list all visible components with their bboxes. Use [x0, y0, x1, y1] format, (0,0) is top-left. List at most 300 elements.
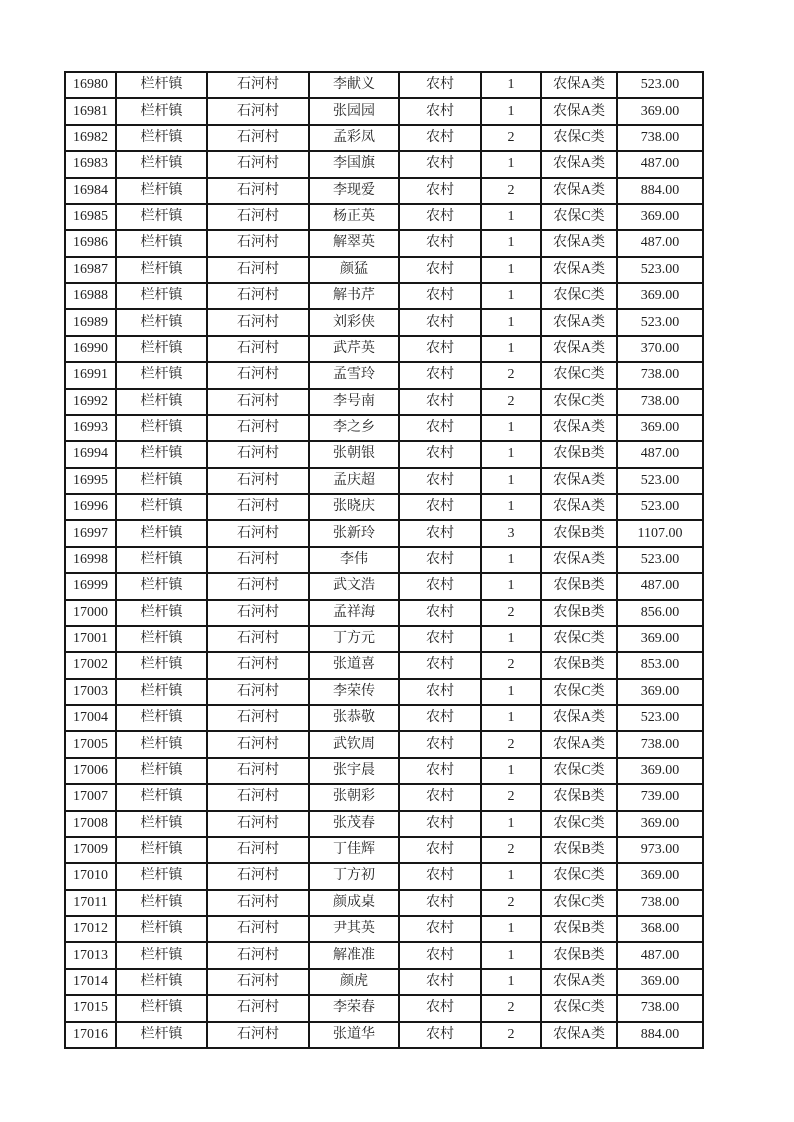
table-cell: 石河村 [207, 230, 309, 256]
table-cell: 栏杆镇 [116, 72, 207, 98]
table-cell: 栏杆镇 [116, 151, 207, 177]
table-cell: 丁方元 [309, 626, 399, 652]
table-cell: 解翠英 [309, 230, 399, 256]
table-cell: 1107.00 [617, 520, 703, 546]
table-cell: 523.00 [617, 705, 703, 731]
table-cell: 369.00 [617, 204, 703, 230]
table-cell: 17001 [65, 626, 116, 652]
table-cell: 农村 [399, 151, 481, 177]
table-cell: 农村 [399, 309, 481, 335]
table-cell: 农保C类 [541, 890, 617, 916]
table-cell: 487.00 [617, 441, 703, 467]
table-cell: 1 [481, 942, 541, 968]
table-cell: 农村 [399, 600, 481, 626]
table-cell: 石河村 [207, 758, 309, 784]
table-cell: 石河村 [207, 415, 309, 441]
table-cell: 农村 [399, 705, 481, 731]
table-cell: 16983 [65, 151, 116, 177]
table-cell: 2 [481, 125, 541, 151]
table-cell: 884.00 [617, 1022, 703, 1049]
table-cell: 农保A类 [541, 494, 617, 520]
table-cell: 17000 [65, 600, 116, 626]
table-cell: 石河村 [207, 441, 309, 467]
table-cell: 栏杆镇 [116, 336, 207, 362]
table-cell: 栏杆镇 [116, 626, 207, 652]
table-cell: 栏杆镇 [116, 257, 207, 283]
table-cell: 栏杆镇 [116, 520, 207, 546]
table-cell: 1 [481, 415, 541, 441]
table-cell: 石河村 [207, 626, 309, 652]
table-cell: 栏杆镇 [116, 204, 207, 230]
table-cell: 石河村 [207, 547, 309, 573]
table-cell: 石河村 [207, 1022, 309, 1049]
table-cell: 栏杆镇 [116, 283, 207, 309]
table-cell: 石河村 [207, 811, 309, 837]
table-cell: 369.00 [617, 283, 703, 309]
table-cell: 石河村 [207, 969, 309, 995]
table-cell: 农保C类 [541, 811, 617, 837]
table-cell: 1 [481, 230, 541, 256]
table-cell: 523.00 [617, 257, 703, 283]
table-cell: 张晓庆 [309, 494, 399, 520]
table-row [65, 309, 703, 335]
table-cell: 17002 [65, 652, 116, 678]
table-cell: 17016 [65, 1022, 116, 1049]
table-cell: 738.00 [617, 362, 703, 388]
table-cell: 523.00 [617, 72, 703, 98]
table-cell: 2 [481, 890, 541, 916]
records-table-body [65, 72, 703, 1048]
table-cell: 武文浩 [309, 573, 399, 599]
table-row [65, 178, 703, 204]
table-cell: 1 [481, 257, 541, 283]
table-cell: 农保A类 [541, 72, 617, 98]
table-cell: 369.00 [617, 415, 703, 441]
table-cell: 石河村 [207, 178, 309, 204]
table-cell: 石河村 [207, 494, 309, 520]
table-cell: 487.00 [617, 573, 703, 599]
table-cell: 16980 [65, 72, 116, 98]
table-cell: 解准准 [309, 942, 399, 968]
table-cell: 农村 [399, 336, 481, 362]
records-table [64, 71, 704, 1049]
table-cell: 487.00 [617, 151, 703, 177]
table-cell: 1 [481, 98, 541, 124]
table-cell: 农保B类 [541, 916, 617, 942]
table-cell: 孟雪玲 [309, 362, 399, 388]
table-cell: 解书芹 [309, 283, 399, 309]
table-cell: 石河村 [207, 679, 309, 705]
table-cell: 李国旗 [309, 151, 399, 177]
table-cell: 李现爱 [309, 178, 399, 204]
table-cell: 栏杆镇 [116, 441, 207, 467]
table-row [65, 652, 703, 678]
table-cell: 石河村 [207, 125, 309, 151]
table-cell: 农村 [399, 230, 481, 256]
table-cell: 石河村 [207, 283, 309, 309]
table-row [65, 72, 703, 98]
table-cell: 石河村 [207, 837, 309, 863]
table-cell: 16998 [65, 547, 116, 573]
table-cell: 973.00 [617, 837, 703, 863]
table-cell: 李献义 [309, 72, 399, 98]
table-row [65, 336, 703, 362]
table-cell: 16996 [65, 494, 116, 520]
table-cell: 农村 [399, 652, 481, 678]
table-cell: 武钦周 [309, 731, 399, 757]
table-cell: 栏杆镇 [116, 890, 207, 916]
table-cell: 农保C类 [541, 389, 617, 415]
table-cell: 尹其英 [309, 916, 399, 942]
table-cell: 张新玲 [309, 520, 399, 546]
table-cell: 农保A类 [541, 969, 617, 995]
table-cell: 农保A类 [541, 178, 617, 204]
table-row [65, 389, 703, 415]
table-cell: 17010 [65, 863, 116, 889]
table-cell: 2 [481, 1022, 541, 1049]
table-cell: 栏杆镇 [116, 98, 207, 124]
table-cell: 1 [481, 626, 541, 652]
table-cell: 农保C类 [541, 283, 617, 309]
table-cell: 农保A类 [541, 705, 617, 731]
table-cell: 523.00 [617, 468, 703, 494]
table-cell: 农保C类 [541, 626, 617, 652]
table-cell: 16985 [65, 204, 116, 230]
table-cell: 石河村 [207, 151, 309, 177]
table-row [65, 125, 703, 151]
table-cell: 孟祥海 [309, 600, 399, 626]
table-cell: 栏杆镇 [116, 995, 207, 1021]
table-cell: 栏杆镇 [116, 758, 207, 784]
table-cell: 丁方初 [309, 863, 399, 889]
table-row [65, 731, 703, 757]
table-cell: 石河村 [207, 600, 309, 626]
table-cell: 16988 [65, 283, 116, 309]
table-cell: 石河村 [207, 573, 309, 599]
table-cell: 16995 [65, 468, 116, 494]
table-row [65, 257, 703, 283]
table-cell: 17008 [65, 811, 116, 837]
table-cell: 3 [481, 520, 541, 546]
table-row [65, 916, 703, 942]
table-cell: 16993 [65, 415, 116, 441]
table-cell: 17015 [65, 995, 116, 1021]
table-cell: 栏杆镇 [116, 230, 207, 256]
table-cell: 农村 [399, 969, 481, 995]
table-cell: 石河村 [207, 204, 309, 230]
table-cell: 1 [481, 679, 541, 705]
table-cell: 369.00 [617, 626, 703, 652]
table-cell: 17009 [65, 837, 116, 863]
table-cell: 884.00 [617, 178, 703, 204]
table-cell: 张恭敬 [309, 705, 399, 731]
table-cell: 栏杆镇 [116, 415, 207, 441]
table-cell: 栏杆镇 [116, 389, 207, 415]
table-cell: 石河村 [207, 389, 309, 415]
table-cell: 农村 [399, 626, 481, 652]
table-cell: 农村 [399, 811, 481, 837]
table-row [65, 811, 703, 837]
table-cell: 石河村 [207, 336, 309, 362]
table-cell: 李荣传 [309, 679, 399, 705]
table-cell: 农保A类 [541, 731, 617, 757]
table-cell: 17003 [65, 679, 116, 705]
table-cell: 农村 [399, 863, 481, 889]
table-cell: 487.00 [617, 942, 703, 968]
table-cell: 农保B类 [541, 441, 617, 467]
table-cell: 16991 [65, 362, 116, 388]
table-cell: 石河村 [207, 652, 309, 678]
table-cell: 农保B类 [541, 652, 617, 678]
table-cell: 栏杆镇 [116, 652, 207, 678]
table-cell: 农保A类 [541, 98, 617, 124]
table-row [65, 520, 703, 546]
table-cell: 农保C类 [541, 758, 617, 784]
table-cell: 农村 [399, 547, 481, 573]
table-row [65, 283, 703, 309]
table-cell: 栏杆镇 [116, 969, 207, 995]
table-cell: 栏杆镇 [116, 494, 207, 520]
table-cell: 李伟 [309, 547, 399, 573]
table-row [65, 969, 703, 995]
table-cell: 栏杆镇 [116, 863, 207, 889]
table-cell: 16987 [65, 257, 116, 283]
table-cell: 16989 [65, 309, 116, 335]
table-row [65, 626, 703, 652]
table-cell: 石河村 [207, 309, 309, 335]
table-cell: 1 [481, 494, 541, 520]
table-cell: 石河村 [207, 731, 309, 757]
table-cell: 2 [481, 731, 541, 757]
table-cell: 1 [481, 863, 541, 889]
table-cell: 1 [481, 705, 541, 731]
table-cell: 1 [481, 336, 541, 362]
table-cell: 农保C类 [541, 125, 617, 151]
table-cell: 石河村 [207, 995, 309, 1021]
table-cell: 农村 [399, 1022, 481, 1049]
table-cell: 16992 [65, 389, 116, 415]
table-cell: 1 [481, 309, 541, 335]
table-cell: 738.00 [617, 890, 703, 916]
table-cell: 栏杆镇 [116, 837, 207, 863]
table-cell: 2 [481, 389, 541, 415]
table-cell: 16994 [65, 441, 116, 467]
table-row [65, 600, 703, 626]
table-cell: 栏杆镇 [116, 573, 207, 599]
table-cell: 农保B类 [541, 600, 617, 626]
table-cell: 张朝彩 [309, 784, 399, 810]
table-row [65, 837, 703, 863]
table-cell: 农保B类 [541, 784, 617, 810]
table-cell: 农村 [399, 389, 481, 415]
table-row [65, 942, 703, 968]
table-cell: 张朝银 [309, 441, 399, 467]
table-cell: 853.00 [617, 652, 703, 678]
table-cell: 2 [481, 600, 541, 626]
table-cell: 石河村 [207, 520, 309, 546]
table-cell: 栏杆镇 [116, 679, 207, 705]
table-cell: 农保B类 [541, 520, 617, 546]
table-cell: 农保C类 [541, 679, 617, 705]
table-cell: 石河村 [207, 863, 309, 889]
table-cell: 栏杆镇 [116, 811, 207, 837]
table-row [65, 863, 703, 889]
table-cell: 张道喜 [309, 652, 399, 678]
table-cell: 17013 [65, 942, 116, 968]
table-row [65, 441, 703, 467]
table-row [65, 468, 703, 494]
table-cell: 368.00 [617, 916, 703, 942]
table-cell: 石河村 [207, 890, 309, 916]
table-cell: 16984 [65, 178, 116, 204]
table-cell: 农村 [399, 758, 481, 784]
table-cell: 1 [481, 283, 541, 309]
table-cell: 369.00 [617, 679, 703, 705]
table-cell: 农村 [399, 573, 481, 599]
table-cell: 农保A类 [541, 257, 617, 283]
table-cell: 栏杆镇 [116, 705, 207, 731]
table-cell: 16999 [65, 573, 116, 599]
table-cell: 农村 [399, 178, 481, 204]
table-cell: 1 [481, 547, 541, 573]
table-cell: 2 [481, 178, 541, 204]
table-cell: 石河村 [207, 257, 309, 283]
table-cell: 栏杆镇 [116, 600, 207, 626]
table-row [65, 494, 703, 520]
table-cell: 369.00 [617, 758, 703, 784]
table-cell: 刘彩侠 [309, 309, 399, 335]
table-cell: 栏杆镇 [116, 731, 207, 757]
table-cell: 李荣春 [309, 995, 399, 1021]
table-cell: 农村 [399, 72, 481, 98]
table-cell: 李号南 [309, 389, 399, 415]
table-cell: 栏杆镇 [116, 309, 207, 335]
table-cell: 856.00 [617, 600, 703, 626]
table-cell: 农村 [399, 784, 481, 810]
table-cell: 栏杆镇 [116, 547, 207, 573]
table-cell: 栏杆镇 [116, 468, 207, 494]
table-row [65, 1022, 703, 1049]
table-cell: 农村 [399, 283, 481, 309]
table-row [65, 547, 703, 573]
table-cell: 农村 [399, 415, 481, 441]
table-cell: 17012 [65, 916, 116, 942]
table-cell: 1 [481, 916, 541, 942]
table-cell: 2 [481, 652, 541, 678]
table-cell: 738.00 [617, 731, 703, 757]
table-cell: 栏杆镇 [116, 1022, 207, 1049]
table-cell: 农保A类 [541, 309, 617, 335]
table-cell: 石河村 [207, 468, 309, 494]
table-cell: 农村 [399, 468, 481, 494]
table-cell: 栏杆镇 [116, 178, 207, 204]
table-cell: 石河村 [207, 916, 309, 942]
table-row [65, 679, 703, 705]
table-cell: 石河村 [207, 98, 309, 124]
table-cell: 颜猛 [309, 257, 399, 283]
table-cell: 16986 [65, 230, 116, 256]
table-cell: 农村 [399, 731, 481, 757]
table-cell: 石河村 [207, 784, 309, 810]
table-row [65, 415, 703, 441]
table-cell: 石河村 [207, 362, 309, 388]
table-cell: 2 [481, 362, 541, 388]
table-cell: 1 [481, 441, 541, 467]
table-cell: 739.00 [617, 784, 703, 810]
table-cell: 农村 [399, 362, 481, 388]
table-cell: 农村 [399, 995, 481, 1021]
table-row [65, 890, 703, 916]
table-cell: 农村 [399, 441, 481, 467]
table-cell: 农保B类 [541, 942, 617, 968]
table-cell: 石河村 [207, 705, 309, 731]
table-cell: 17011 [65, 890, 116, 916]
table-cell: 农保C类 [541, 204, 617, 230]
table-cell: 370.00 [617, 336, 703, 362]
table-row [65, 995, 703, 1021]
table-cell: 丁佳辉 [309, 837, 399, 863]
table-cell: 369.00 [617, 811, 703, 837]
table-cell: 523.00 [617, 309, 703, 335]
table-cell: 1 [481, 969, 541, 995]
table-cell: 栏杆镇 [116, 362, 207, 388]
table-cell: 农保A类 [541, 1022, 617, 1049]
table-cell: 农村 [399, 942, 481, 968]
table-cell: 738.00 [617, 389, 703, 415]
table-cell: 16990 [65, 336, 116, 362]
table-cell: 农村 [399, 890, 481, 916]
table-cell: 农保A类 [541, 151, 617, 177]
table-cell: 石河村 [207, 72, 309, 98]
table-cell: 1 [481, 72, 541, 98]
table-cell: 农村 [399, 98, 481, 124]
table-cell: 农保A类 [541, 230, 617, 256]
table-cell: 农村 [399, 257, 481, 283]
table-cell: 张园园 [309, 98, 399, 124]
table-cell: 农保A类 [541, 547, 617, 573]
table-cell: 农保B类 [541, 573, 617, 599]
table-row [65, 758, 703, 784]
table-cell: 523.00 [617, 494, 703, 520]
table-cell: 738.00 [617, 125, 703, 151]
table-cell: 农村 [399, 679, 481, 705]
table-row [65, 151, 703, 177]
table-cell: 1 [481, 468, 541, 494]
table-cell: 孟庆超 [309, 468, 399, 494]
table-cell: 17007 [65, 784, 116, 810]
table-cell: 石河村 [207, 942, 309, 968]
table-cell: 369.00 [617, 863, 703, 889]
table-cell: 农保C类 [541, 362, 617, 388]
table-cell: 16997 [65, 520, 116, 546]
table-cell: 农村 [399, 204, 481, 230]
table-cell: 农村 [399, 520, 481, 546]
table-cell: 2 [481, 837, 541, 863]
table-cell: 农保C类 [541, 863, 617, 889]
table-cell: 17006 [65, 758, 116, 784]
table-cell: 张宇晨 [309, 758, 399, 784]
table-row [65, 705, 703, 731]
table-cell: 栏杆镇 [116, 125, 207, 151]
table-cell: 1 [481, 811, 541, 837]
table-cell: 2 [481, 784, 541, 810]
table-cell: 张茂春 [309, 811, 399, 837]
table-cell: 农保A类 [541, 468, 617, 494]
table-cell: 17005 [65, 731, 116, 757]
table-cell: 栏杆镇 [116, 784, 207, 810]
table-row [65, 362, 703, 388]
table-cell: 17014 [65, 969, 116, 995]
